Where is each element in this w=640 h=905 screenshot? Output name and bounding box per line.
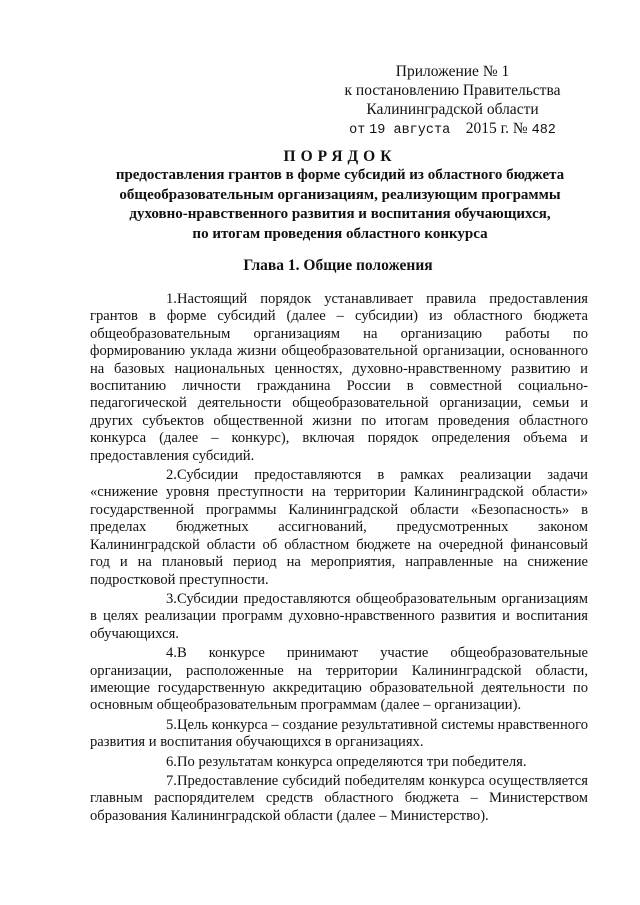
paragraph-number: 1. [166,291,177,307]
document-subtitle [82,166,598,244]
paragraph-text: Субсидии предоставляются в рамках реализации задачи «снижение уровня преступности на территории Калининградской области» государственной программы Калининградской области «Безопасность» в пределах бюджетных ассигнований, предусмотренных законом Калининградской области об областном бюджете на очередной финансовый год и на плановый период на мероприятия, направленные на снижение подростковой преступности. [90,467,588,588]
paragraph-text: В конкурсе принимают участие общеобразовательные организации, расположенные на территории Калининградской области, имеющие государственную аккредитацию образовательной деятельности по основным общеобразовательным программам (далее – организации). [90,645,588,714]
paragraph-text: Цель конкурса – создание результативной системы нравственного развития и воспитания обучающихся в организациях. [90,716,588,751]
appendix-label: Приложение № 1 [395,63,510,80]
paragraph [90,773,588,825]
date-prefix: от [349,123,366,138]
appendix-header [330,62,575,140]
paragraph-number: 3. [166,590,177,607]
paragraph-number: 6. [166,753,177,770]
appendix-line-2: к постановлению Правительства [344,82,561,99]
paragraph-text: По результатам конкурса определяются три победителя. [176,753,527,770]
subtitle-line: духовно-нравственного развития и воспитания обучающихся, [129,206,551,222]
paragraph [90,467,588,589]
paragraph-text: Настоящий порядок устанавливает правила предоставления грантов в форме субсидий (далее – субсидии) из областного бюджета общеобразовательным организациям на организацию работы по формированию уклада жизни общеобразовательной организации, основанного на базовых национальных ценностях, духовно-нравственному развитию и воспитанию личности гражданина России в совместной социально-педагогической деятельности общеобразовательной организации, семьи и других субъектов общественной жизни по итогам проведения областного конкурса (далее – конкурс), включая порядок определения объема и предоставления субсидий. [90,291,588,464]
paragraph-number: 2. [166,467,177,484]
paragraph-number: 5. [166,716,177,733]
paragraph [90,717,588,752]
paragraph-number: 7. [166,772,177,789]
document-body [90,291,588,827]
subtitle-line: общеобразовательным организациям, реализующим программы [119,186,561,203]
subtitle-line: предоставления грантов в форме субсидий из областного бюджета [115,167,565,183]
appendix-line-3: Калининградской области [366,101,539,118]
paragraph [90,291,588,465]
paragraph-text: Субсидии предоставляются общеобразовательным организациям в целях реализации программ духовно-нравственного развития и воспитания обучающихся. [90,590,588,642]
appendix-date-line [330,119,575,140]
paragraph [90,754,588,771]
paragraph-text: Предоставление субсидий победителям конкурса осуществляется главным распорядителем средств областного бюджета – Министерством образования Калининградской области (далее – Министерство). [90,772,588,824]
document-title: ПОРЯДОК [283,148,397,165]
subtitle-line: по итогам проведения областного конкурса [192,225,488,242]
decree-number: 482 [531,123,556,138]
decree-date: 19 августа [369,123,451,138]
paragraph-number: 4. [166,645,177,662]
paragraph [90,591,588,643]
chapter-heading: Глава 1. Общие положения [243,257,433,274]
decree-year: 2015 г. № [465,120,528,137]
paragraph [90,645,588,715]
